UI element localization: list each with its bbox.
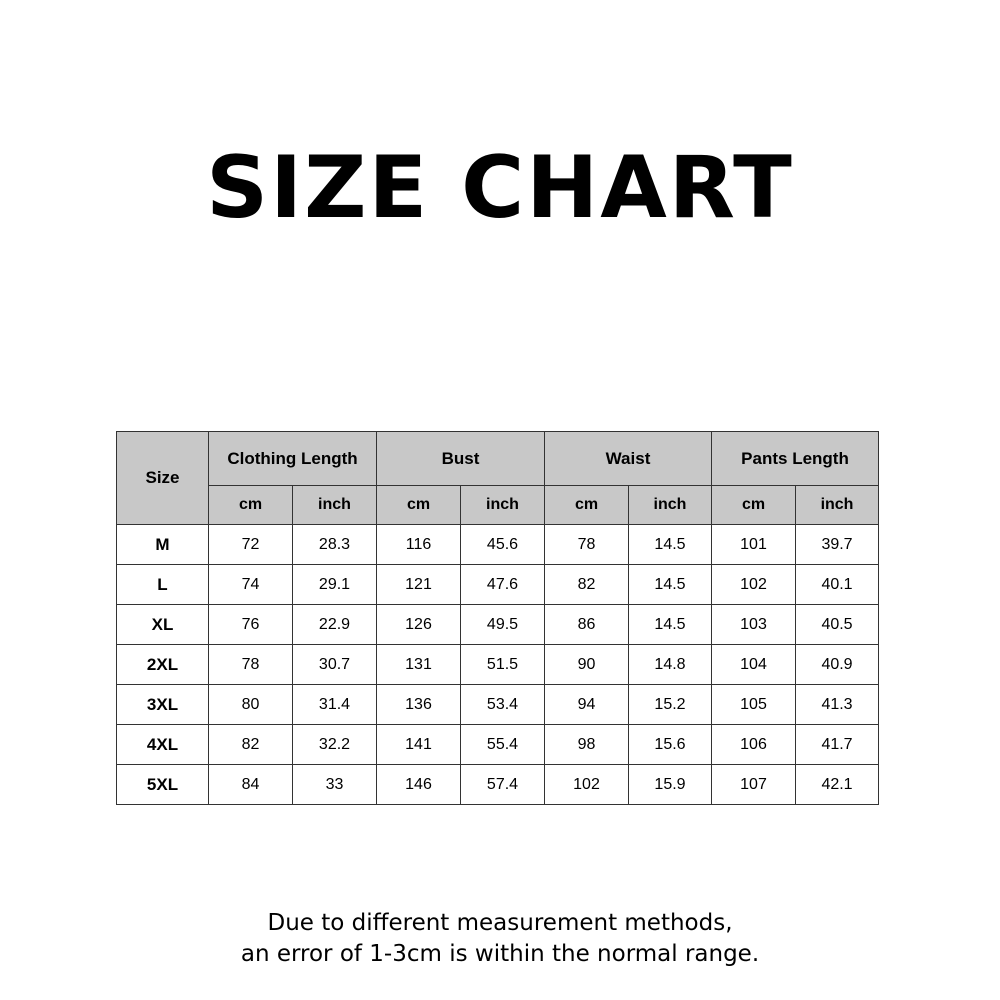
table-cell: 51.5	[461, 645, 545, 685]
unit-header: inch	[293, 486, 377, 525]
table-cell: 104	[712, 645, 796, 685]
table-cell: 32.2	[293, 725, 377, 765]
size-chart-table	[116, 431, 879, 805]
table-cell: 80	[209, 685, 293, 725]
table-cell: 136	[377, 685, 461, 725]
size-label: XL	[117, 605, 209, 645]
table-cell: 78	[209, 645, 293, 685]
table-row	[117, 565, 879, 605]
table-cell: 82	[545, 565, 629, 605]
table-cell: 102	[545, 765, 629, 805]
table-row	[117, 765, 879, 805]
table-cell: 29.1	[293, 565, 377, 605]
table-cell: 94	[545, 685, 629, 725]
table-cell: 45.6	[461, 525, 545, 565]
table-cell: 141	[377, 725, 461, 765]
table-cell: 15.6	[629, 725, 712, 765]
unit-header: inch	[461, 486, 545, 525]
size-label: M	[117, 525, 209, 565]
note-line-1: Due to different measurement methods,	[267, 910, 733, 936]
table-cell: 41.7	[796, 725, 879, 765]
table-cell: 78	[545, 525, 629, 565]
unit-header: inch	[796, 486, 879, 525]
table-cell: 106	[712, 725, 796, 765]
table-cell: 131	[377, 645, 461, 685]
table-cell: 33	[293, 765, 377, 805]
table-cell: 76	[209, 605, 293, 645]
table-cell: 55.4	[461, 725, 545, 765]
table-cell: 116	[377, 525, 461, 565]
table-cell: 31.4	[293, 685, 377, 725]
table-cell: 47.6	[461, 565, 545, 605]
size-column-header: Size	[117, 432, 209, 525]
table-cell: 103	[712, 605, 796, 645]
unit-header: cm	[545, 486, 629, 525]
note-line-2: an error of 1-3cm is within the normal range.	[240, 941, 760, 967]
table-cell: 41.3	[796, 685, 879, 725]
group-header-pants-length: Pants Length	[712, 432, 879, 486]
table-cell: 86	[545, 605, 629, 645]
unit-header: cm	[712, 486, 796, 525]
table-cell: 74	[209, 565, 293, 605]
table-cell: 102	[712, 565, 796, 605]
group-header-waist: Waist	[545, 432, 712, 486]
table-row	[117, 605, 879, 645]
size-label: 3XL	[117, 685, 209, 725]
table-cell: 14.5	[629, 605, 712, 645]
unit-header: cm	[209, 486, 293, 525]
table-cell: 72	[209, 525, 293, 565]
table-cell: 28.3	[293, 525, 377, 565]
size-label: 2XL	[117, 645, 209, 685]
table-cell: 121	[377, 565, 461, 605]
size-label: L	[117, 565, 209, 605]
table-cell: 82	[209, 725, 293, 765]
table-row	[117, 645, 879, 685]
size-label: 5XL	[117, 765, 209, 805]
table-cell: 90	[545, 645, 629, 685]
table-cell: 14.5	[629, 525, 712, 565]
table-row	[117, 725, 879, 765]
table-row	[117, 525, 879, 565]
table-cell: 42.1	[796, 765, 879, 805]
table-row	[117, 685, 879, 725]
table-cell: 40.9	[796, 645, 879, 685]
unit-header: inch	[629, 486, 712, 525]
group-header-bust: Bust	[377, 432, 545, 486]
page-title: SIZE CHART	[206, 138, 794, 238]
table-cell: 146	[377, 765, 461, 805]
table-cell: 53.4	[461, 685, 545, 725]
table-cell: 14.5	[629, 565, 712, 605]
table-cell: 57.4	[461, 765, 545, 805]
table-cell: 126	[377, 605, 461, 645]
table-cell: 101	[712, 525, 796, 565]
table-cell: 14.8	[629, 645, 712, 685]
measurement-note	[0, 908, 1000, 970]
table-cell: 30.7	[293, 645, 377, 685]
table-cell: 39.7	[796, 525, 879, 565]
table-cell: 49.5	[461, 605, 545, 645]
unit-header: cm	[377, 486, 461, 525]
table-cell: 15.2	[629, 685, 712, 725]
size-label: 4XL	[117, 725, 209, 765]
table-cell: 40.5	[796, 605, 879, 645]
table-cell: 84	[209, 765, 293, 805]
group-header-clothing-length: Clothing Length	[209, 432, 377, 486]
table-cell: 40.1	[796, 565, 879, 605]
table-cell: 15.9	[629, 765, 712, 805]
table-cell: 98	[545, 725, 629, 765]
table-cell: 105	[712, 685, 796, 725]
table-cell: 22.9	[293, 605, 377, 645]
table-cell: 107	[712, 765, 796, 805]
